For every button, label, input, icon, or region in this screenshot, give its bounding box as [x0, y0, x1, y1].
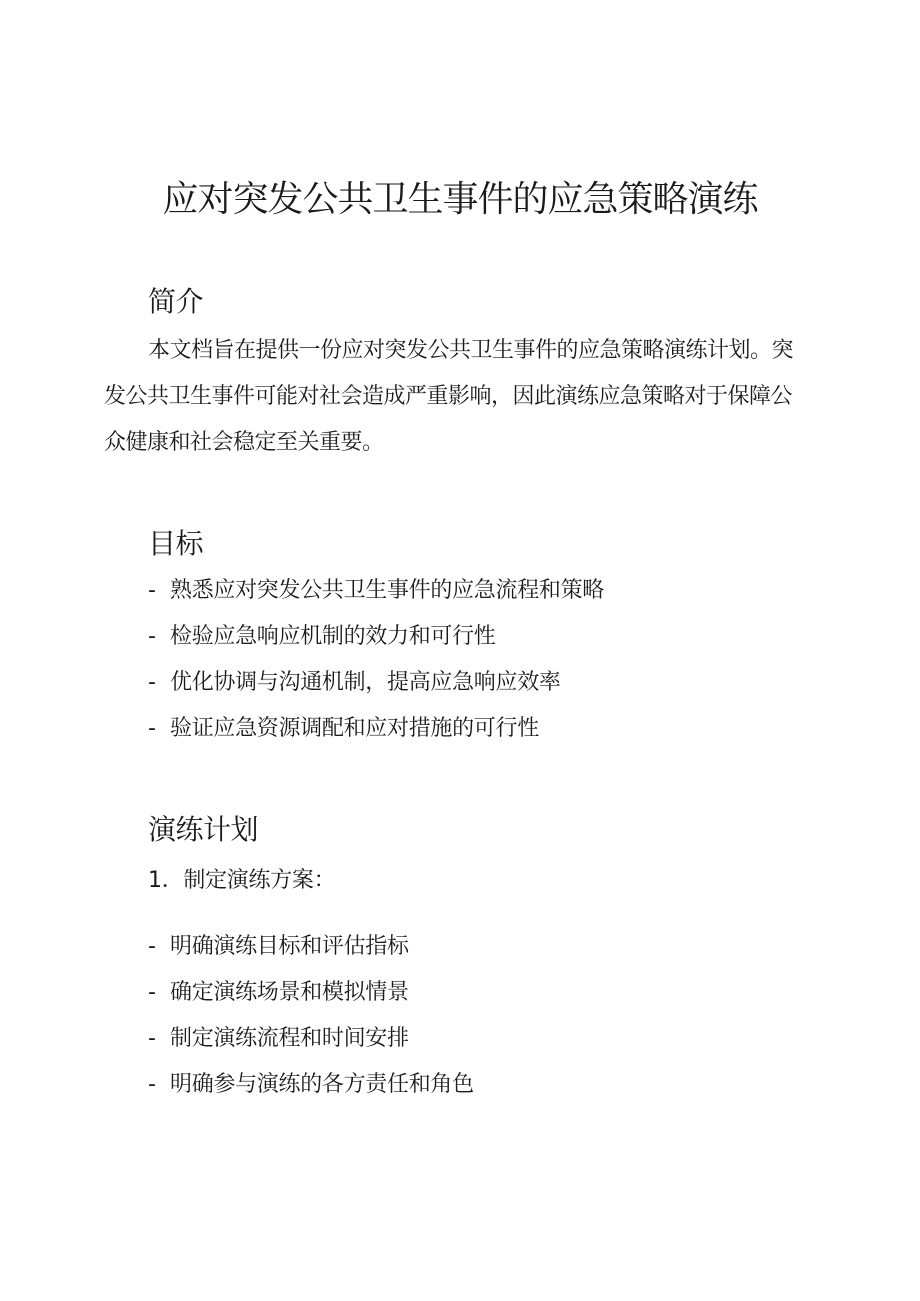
goal-item — [148, 576, 604, 606]
goal-item-text: 验证应急资源调配和应对措施的可行性 — [170, 716, 539, 741]
plan-item — [148, 1024, 409, 1054]
goal-item-text: 优化协调与沟通机制，提高应急响应效率 — [170, 670, 561, 695]
goal-item — [148, 622, 496, 652]
document-title: 应对突发公共卫生事件的应急策略演练 — [162, 179, 758, 220]
plan-item-text: 确定演练场景和模拟情景 — [170, 980, 409, 1005]
intro-heading: 简介 — [148, 285, 204, 318]
goal-item — [148, 668, 561, 698]
goal-item-text: 检验应急响应机制的效力和可行性 — [170, 624, 496, 649]
plan-heading: 演练计划 — [148, 813, 259, 846]
plan-item — [148, 978, 409, 1008]
goal-item — [148, 714, 539, 744]
plan-item-text: 明确参与演练的各方责任和角色 — [170, 1072, 474, 1097]
plan-item-text: 制定演练流程和时间安排 — [170, 1026, 409, 1051]
plan-item-text: 明确演练目标和评估指标 — [170, 934, 409, 959]
goal-item-text: 熟悉应对突发公共卫生事件的应急流程和策略 — [170, 578, 605, 603]
plan-item — [148, 1070, 474, 1100]
list-bullet: - — [148, 980, 156, 1005]
list-bullet: - — [148, 624, 156, 649]
list-bullet: - — [148, 670, 156, 695]
intro-paragraph: 本文档旨在提供一份应对突发公共卫生事件的应急策略演练计划。突发公共卫生事件可能对社会造成严重影响，因此演练应急策略对于保障公众健康和社会稳定至关重要。 — [104, 338, 794, 455]
list-bullet: - — [148, 934, 156, 959]
goals-heading: 目标 — [148, 527, 204, 560]
list-bullet: - — [148, 1026, 156, 1051]
plan-item — [148, 932, 409, 962]
list-bullet: - — [148, 578, 156, 603]
list-bullet: - — [148, 1072, 156, 1097]
plan-step-1: 1．制定演练方案： — [148, 868, 336, 893]
list-bullet: - — [148, 716, 156, 741]
